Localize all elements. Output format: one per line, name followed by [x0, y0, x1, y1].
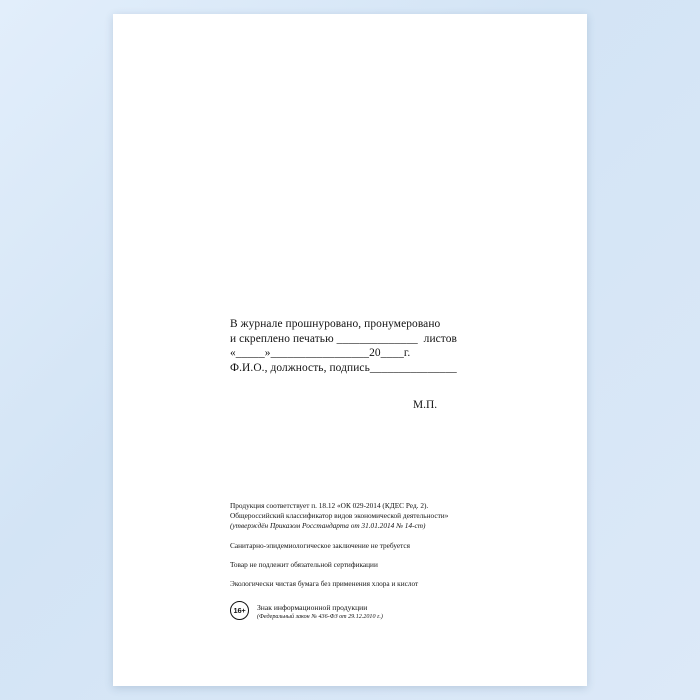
note-sanitary: Санитарно-эпидемиологическое заключение не требуется	[230, 540, 411, 550]
age-mark-row	[230, 601, 560, 625]
document-page	[113, 14, 587, 686]
compliance-line-1: Продукция соответствует п. 18.12 «ОК 029-2014 (КДЕС Ред. 2).	[230, 501, 429, 510]
age-mark-title: Знак информационной продукции	[257, 603, 368, 613]
age-mark-law: (Федеральный закон № 436-ФЗ от 29.12.2010 г.)	[257, 614, 383, 621]
spacer-1	[230, 532, 560, 541]
spacer-3	[230, 570, 560, 579]
certification-line-2: и скреплено печатью ______________ листов	[230, 332, 458, 345]
compliance-line-3: (утверждён Приказом Росстандарта от 31.01.2014 № 14-ст)	[230, 521, 426, 531]
age-rating-icon: 16+	[230, 601, 249, 620]
age-mark-text	[257, 603, 383, 622]
note-eco-paper: Экологически чистая бумага без применения хлора и кислот	[230, 579, 419, 589]
certification-line-3: «_____»_________________20____г.	[230, 347, 411, 360]
stamp-place-label: М.П.	[413, 399, 438, 411]
certification-line-1: В журнале прошнуровано, пронумеровано	[230, 318, 441, 330]
spacer-2	[230, 551, 560, 560]
page-content	[113, 14, 587, 686]
compliance-line-2: Общероссийский классификатор видов экономической деятельности»	[230, 511, 449, 521]
certification-block	[230, 317, 560, 375]
certification-line-4: Ф.И.О., должность, подпись_______________	[230, 361, 457, 374]
note-certification: Товар не подлежит обязательной сертификации	[230, 559, 378, 569]
footer-block	[230, 501, 560, 625]
